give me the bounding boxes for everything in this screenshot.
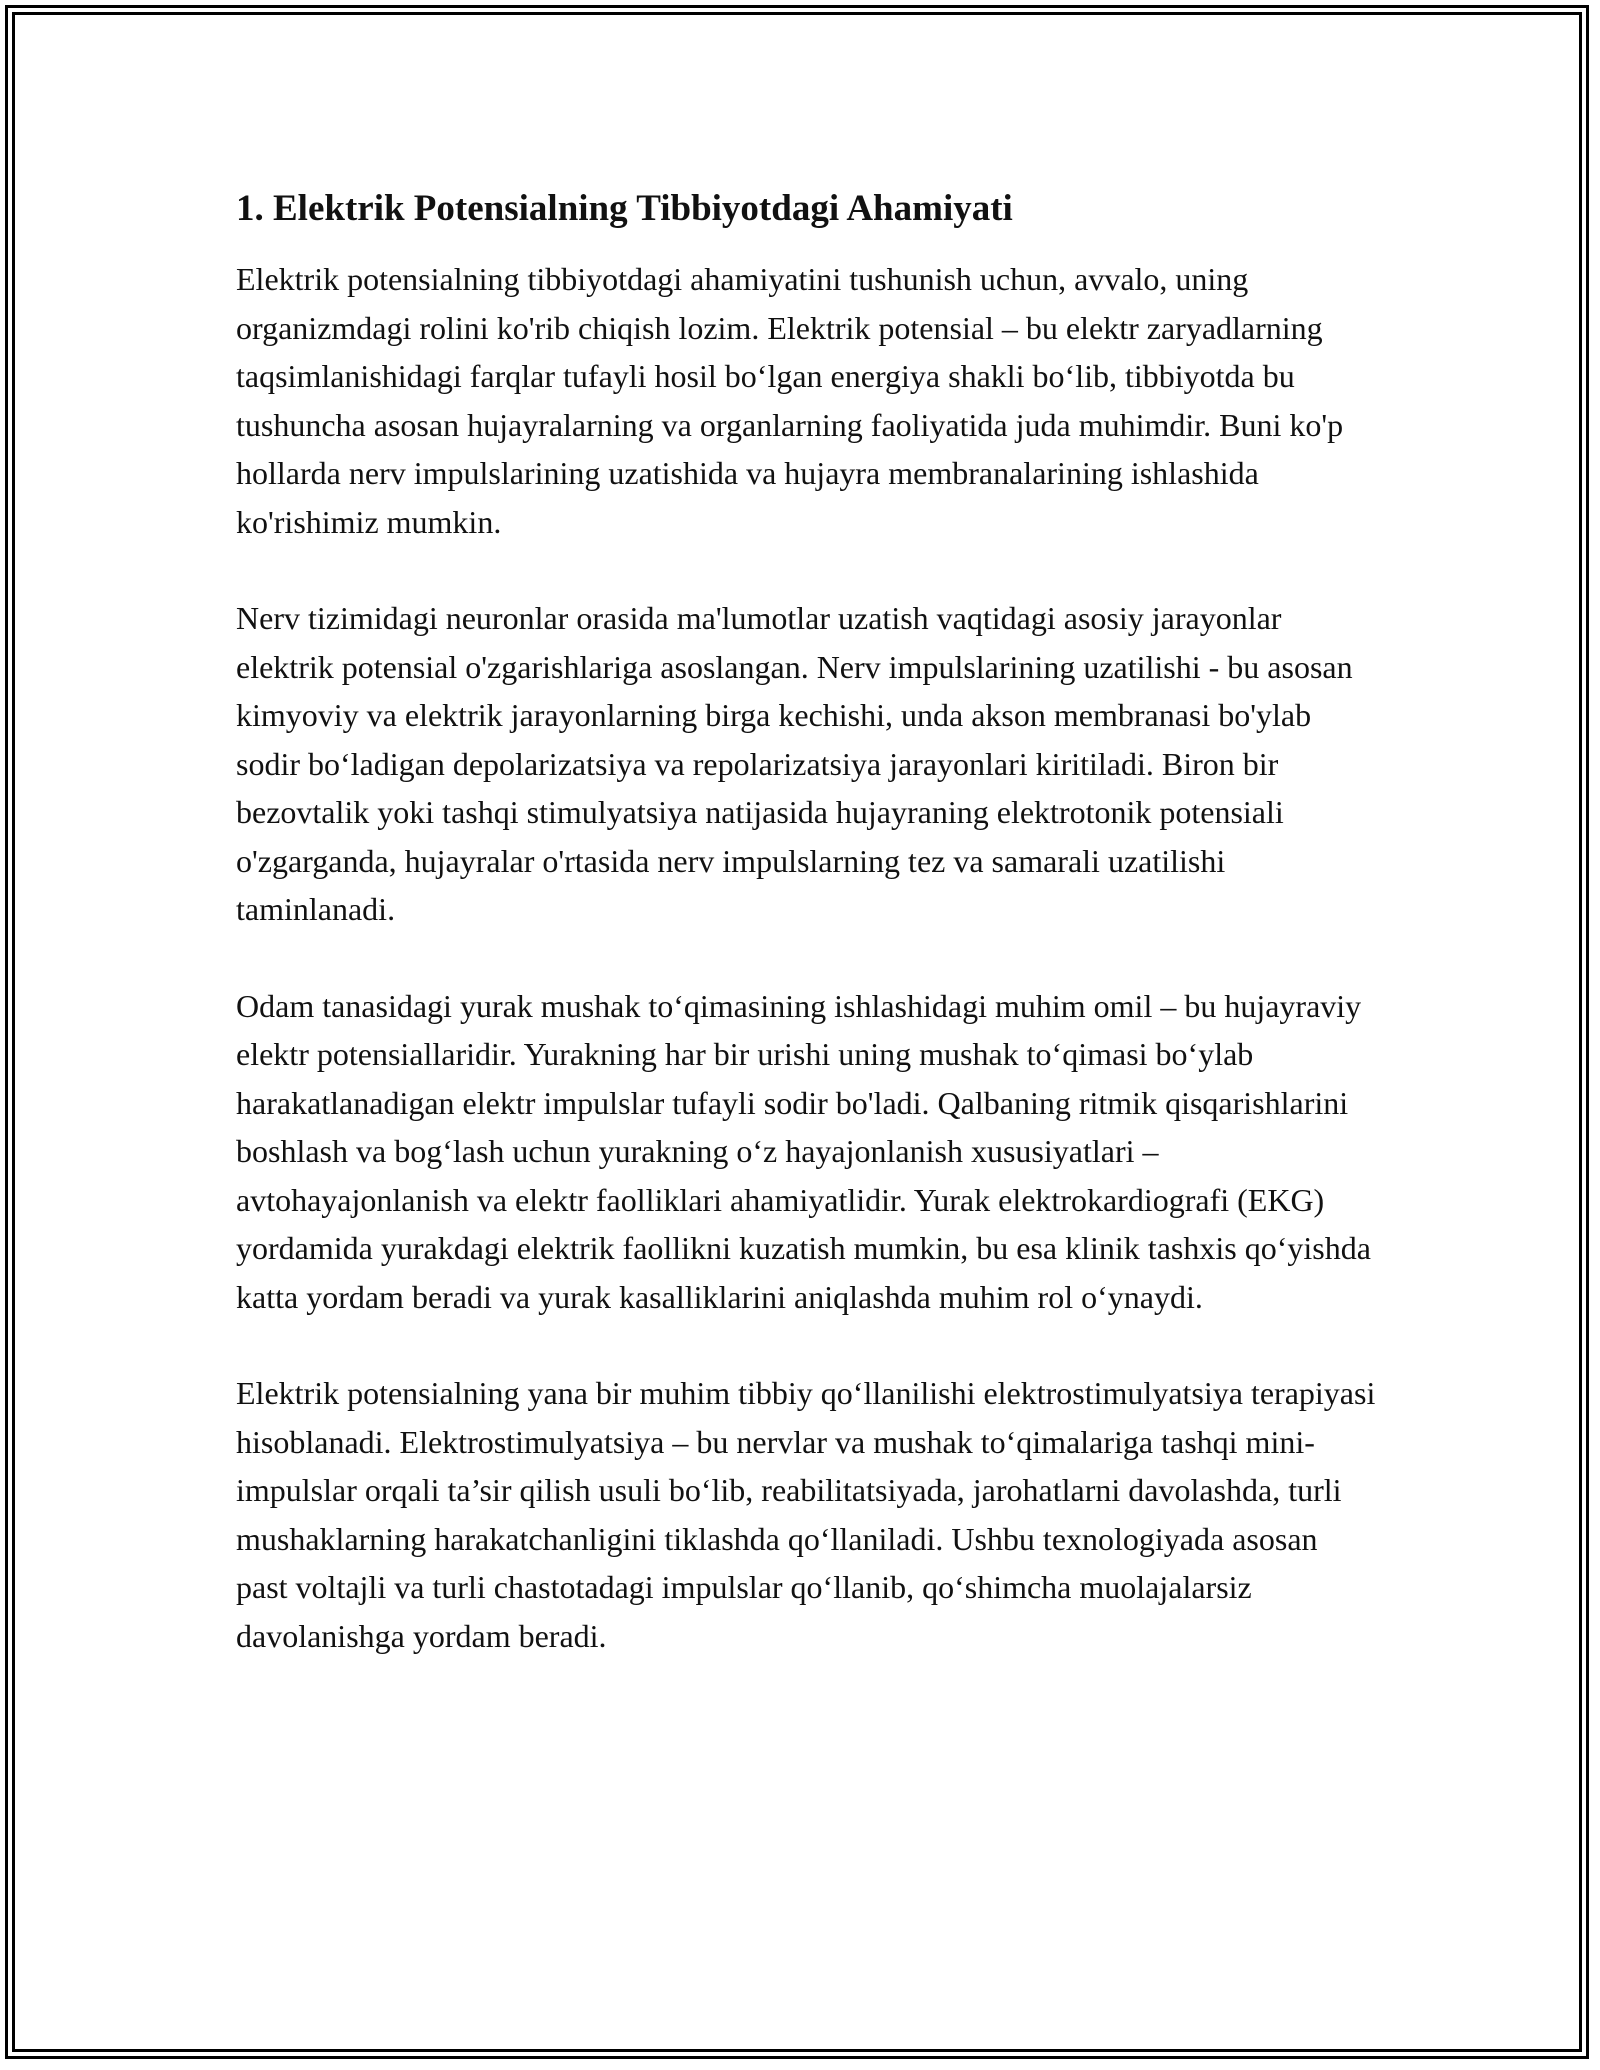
section-heading: 1. Elektrik Potensialning Tibbiyotdagi Ahamiyati <box>236 188 1013 229</box>
paragraph-electrostimulation: Elektrik potensialning yana bir muhim tibbiy qo‘llanilishi elektrostimulyatsiya terapiyasi hisoblanadi. Elektrostimulyatsiya – bu nervlar va mushak to‘qimalariga tashqi mini-impulslar orqali ta’sir qilish usuli bo‘lib, reabilitatsiyada, jarohatlarni davolashda, turli mushaklarning harakatchanligini tiklashda qo‘llaniladi. Ushbu texnologiyada asosan past voltajli va turli chastotadagi impulslar qo‘llanib, qo‘shimcha muolajalarsiz davolanishga yordam beradi. <box>236 1375 1376 1654</box>
document-body <box>236 185 1376 1708</box>
paragraph-heart: Odam tanasidagi yurak mushak to‘qimasining ishlashidagi muhim omil – bu hujayraviy elektr potensiallaridir. Yurakning har bir urishi uning mushak to‘qimasi bo‘ylab harakatlanadigan elektr impulslar tufayli sodir bo'ladi. Qalbaning ritmik qisqarishlarini boshlash va bog‘lash uchun yurakning o‘z hayajonlanish xususiyatlari – avtohayajonlanish va elektr faolliklari ahamiyatlidir. Yurak elektrokardiografi (EKG) yordamida yurakdagi elektrik faollikni kuzatish mumkin, bu esa klinik tashxis qo‘yishda katta yordam beradi va yurak kasalliklarini aniqlashda muhim rol o‘ynaydi. <box>236 987 1371 1315</box>
paragraph-intro: Elektrik potensialning tibbiyotdagi ahamiyatini tushunish uchun, avvalo, uning organizmdagi rolini ko'rib chiqish lozim. Elektrik potensial – bu elektr zaryadlarning taqsimlanishidagi farqlar tufayli hosil bo‘lgan energiya shakli bo‘lib, tibbiyotda bu tushuncha asosan hujayralarning va organlarning faoliyatida juda muhimdir. Buni ko'p hollarda nerv impulslarining uzatishida va hujayra membranalarining ishlashida ko'rishimiz mumkin. <box>236 261 1344 540</box>
paragraph-nervous-system: Nerv tizimidagi neuronlar orasida ma'lumotlar uzatish vaqtidagi asosiy jarayonlar elektrik potensial o'zgarishlariga asoslangan. Nerv impulslarining uzatilishi - bu asosan kimyoviy va elektrik jarayonlarning birga kechishi, unda akson membranasi bo'ylab sodir bo‘ladigan depolarizatsiya va repolarizatsiya jarayonlari kiritiladi. Biron bir bezovtalik yoki tashqi stimulyatsiya natijasida hujayraning elektrotonik potensiali o'zgarganda, hujayralar o'rtasida nerv impulslarning tez va samarali uzatilishi taminlanadi. <box>236 600 1353 927</box>
